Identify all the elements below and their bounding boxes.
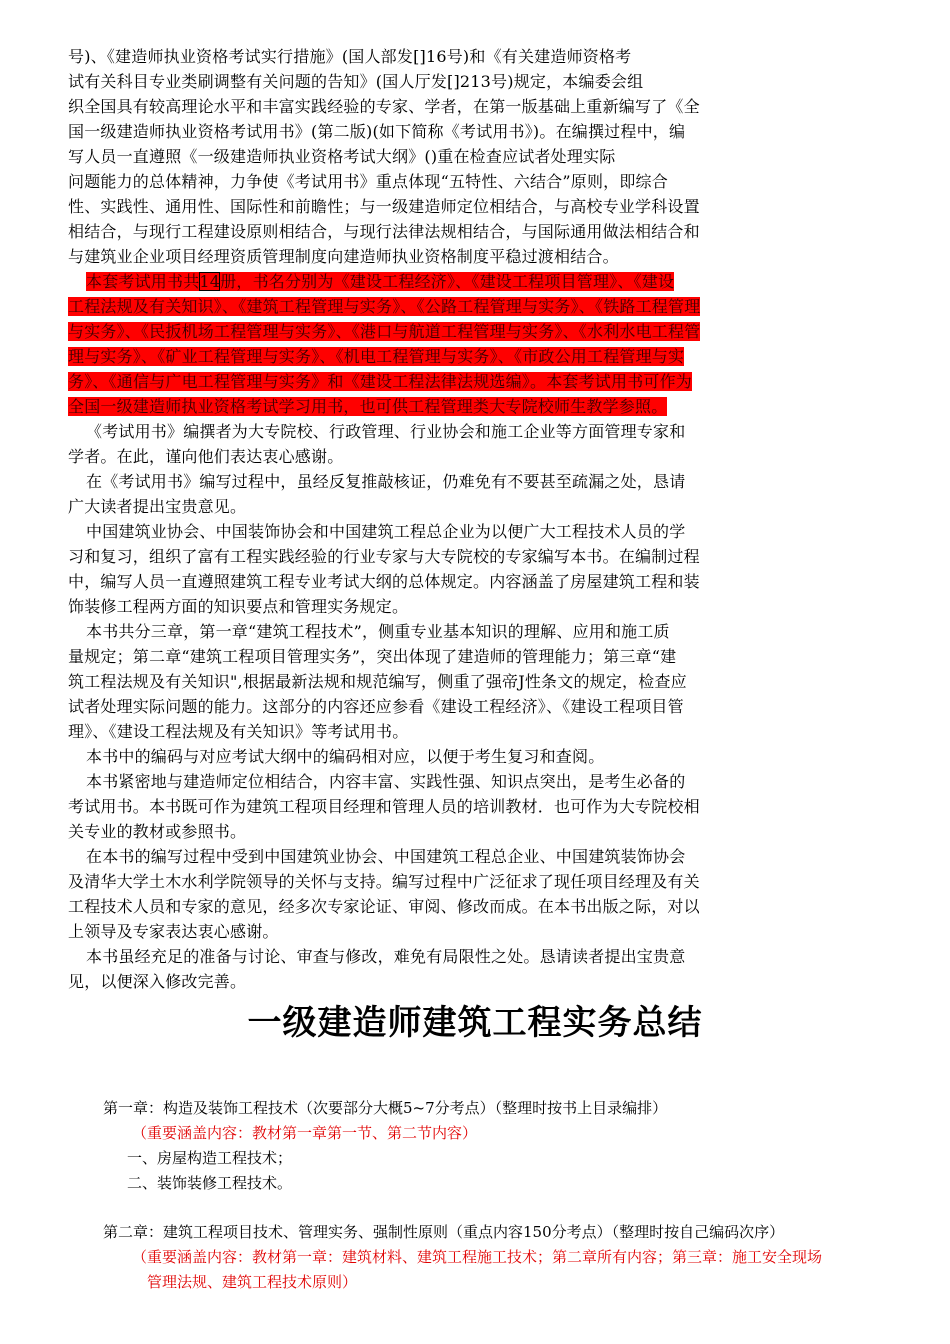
text-line: 性、实践性、通用性、国际性和前瞻性；与一级建造师定位相结合，与高校专业学科设置: [68, 197, 700, 216]
text-line: 上领导及专家表达衷心感谢。: [68, 922, 279, 941]
text-line: 织全国具有较高理论水平和丰富实践经验的专家、学者，在第一版基础上重新编写了《全: [68, 97, 700, 116]
chapter-1-item: 一、房屋构造工程技术；: [127, 1149, 293, 1167]
text-line: 习和复习，组织了富有工程实践经验的行业专家与大专院校的专家编写本书。在编制过程: [68, 547, 700, 566]
intro-paragraph: [68, 44, 788, 269]
chapter-1-note: （重要涵盖内容：教材第一章第一节、第二节内容）: [132, 1124, 478, 1142]
text-line: [68, 394, 778, 419]
outline-line: [0, 1245, 950, 1270]
text-line: 试者处理实际问题的能力。这部分的内容还应参看《建设工程经济》、《建设工程项目管: [68, 697, 684, 716]
text-line: [68, 344, 778, 369]
highlight-count: 14: [199, 272, 221, 291]
text-line: 本书共分三章，第一章“建筑工程技术”，侧重专业基本知识的理解、应用和施工质: [86, 622, 670, 641]
highlight-text: 理与实务》、《矿业工程管理与实务》、《机电工程管理与实务》、《市政公用工程管理与实: [68, 347, 685, 366]
text-line: [68, 319, 778, 344]
text-line: 相结合，与现行工程建设原则相结合，与现行法律法规相结合，与国际通用做法相结合和: [68, 222, 700, 241]
text-line: 与建筑业企业项目经理资质管理制度向建造师执业资格制度平稳过渡相结合。: [68, 247, 619, 266]
text-line: 在《考试用书》编写过程中，虽经反复推敲核证，仍难免有不要甚至疏漏之处，恳请: [86, 472, 686, 491]
chapter-2-heading: 第二章：建筑工程项目技术、管理实务、强制性原则（重点内容150分考点）（整理时按自己编码次序）: [103, 1223, 785, 1241]
outline-line: [0, 1270, 950, 1295]
highlight-text: 与实务》、《民扳机场工程管理与实务》、《港口与航道工程管理与实务》、《水利水电工程管: [68, 322, 701, 341]
text-line: 在本书的编写过程中受到中国建筑业协会、中国建筑工程总企业、中国建筑装饰协会: [86, 847, 686, 866]
text-line: 写人员一直遵照《一级建造师执业资格考试大纲》()重在检查应试者处理实际: [68, 147, 616, 166]
highlight-text: 册，书名分别为《建设工程经济》、《建设工程项目管理》、《建设: [220, 272, 675, 291]
outline-line: [0, 1146, 950, 1171]
text-line: [68, 269, 778, 294]
document-title: 一级建造师建筑工程实务总结: [247, 1003, 703, 1043]
text-line: 本书中的编码与对应考试大纲中的编码相对应，以便于考生复习和查阅。: [86, 747, 605, 766]
chapter-1-heading: 第一章：构造及装饰工程技术（次要部分大概5~7分考点）（整理时按书上目录编排）: [103, 1099, 668, 1117]
text-line: 本书虽经充足的准备与讨论、审查与修改，难免有局限性之处。恳请读者提出宝贵意: [86, 947, 686, 966]
highlight-text: 全国一级建造师执业资格考试学习用书，也可供工程管理类大专院校师生教学参照。: [68, 397, 668, 416]
text-line: 《考试用书》编撰者为大专院校、行政管理、行业协会和施工企业等方面管理专家和: [86, 422, 686, 441]
text-line: 理》、《建设工程法规及有关知识》等考试用书。: [68, 722, 409, 741]
text-line: [68, 369, 778, 394]
text-line: 广大读者提出宝贵意见。: [68, 497, 247, 516]
text-line: 考试用书。本书既可作为建筑工程项目经理和管理人员的培训教材．也可作为大专院校相: [68, 797, 700, 816]
text-line: 号)、《建造师执业资格考试实行措施》(国人部发[]16号)和《有关建造师资格考: [68, 47, 632, 66]
text-line: 饰装修工程两方面的知识要点和管理实务规定。: [68, 597, 409, 616]
text-line: 试有关科目专业类刷调整有关问题的告知》(国人厅发[]213号)规定，本编委会组: [68, 72, 644, 91]
body-paragraphs: [68, 419, 788, 994]
outline-line: [0, 1096, 950, 1121]
highlight-text: 本套考试用书共: [86, 272, 200, 291]
chapter-2-note: 管理法规、建筑工程技术原则）: [147, 1273, 358, 1291]
outline-line: [0, 1121, 950, 1146]
text-line: 本书紧密地与建造师定位相结合，内容丰富、实践性强、知识点突出，是考生必备的: [86, 772, 686, 791]
highlight-text: 工程法规及有关知识》、《建筑工程管理与实务》、《公路工程管理与实务》、《铁路工程管理: [68, 297, 701, 316]
text-line: 筑工程法规及有关知识",根据最新法规和规范编写，侧重了强帝J性条文的规定，检查应: [68, 672, 687, 691]
text-line: 中国建筑业协会、中国装饰协会和中国建筑工程总企业为以便广大工程技术人员的学: [86, 522, 686, 541]
text-line: 国一级建造师执业资格考试用书》(第二版)(如下简称《考试用书》)。在编撰过程中，编: [68, 122, 686, 141]
text-line: 工程技术人员和专家的意见，经多次专家论证、审阅、修改而成。在本书出版之际，对以: [68, 897, 700, 916]
text-line: 问题能力的总体精神，力争使《考试用书》重点体现“五特性、六结合”原则，即综合: [68, 172, 668, 191]
text-line: 及清华大学土木水利学院领导的关怀与支持。编写过程中广泛征求了现任项目经理及有关: [68, 872, 700, 891]
text-line: 量规定；第二章“建筑工程项目管理实务”，突出体现了建造师的管理能力；第三章“建: [68, 647, 677, 666]
chapter-1-item: 二、装饰装修工程技术。: [127, 1174, 293, 1192]
highlight-text: 务》、《通信与广电工程管理与实务》和《建设工程法律法规选编》。本套考试用书可作为: [68, 372, 693, 391]
text-line: 学者。在此，谨向他们表达衷心感谢。: [68, 447, 344, 466]
outline-line: [0, 1171, 950, 1196]
text-line: 中，编写人员一直遵照建筑工程专业考试大纲的总体规定。内容涵盖了房屋建筑工程和装: [68, 572, 700, 591]
outline-line: [0, 1220, 950, 1245]
highlighted-paragraph: [68, 269, 778, 419]
text-line: 见，以便深入修改完善。: [68, 972, 247, 991]
text-line: 关专业的教材或参照书。: [68, 822, 247, 841]
chapter-2-note: （重要涵盖内容：教材第一章：建筑材料、建筑工程施工技术；第二章所有内容；第三章：施工安全现场: [132, 1248, 823, 1266]
text-line: [68, 294, 778, 319]
